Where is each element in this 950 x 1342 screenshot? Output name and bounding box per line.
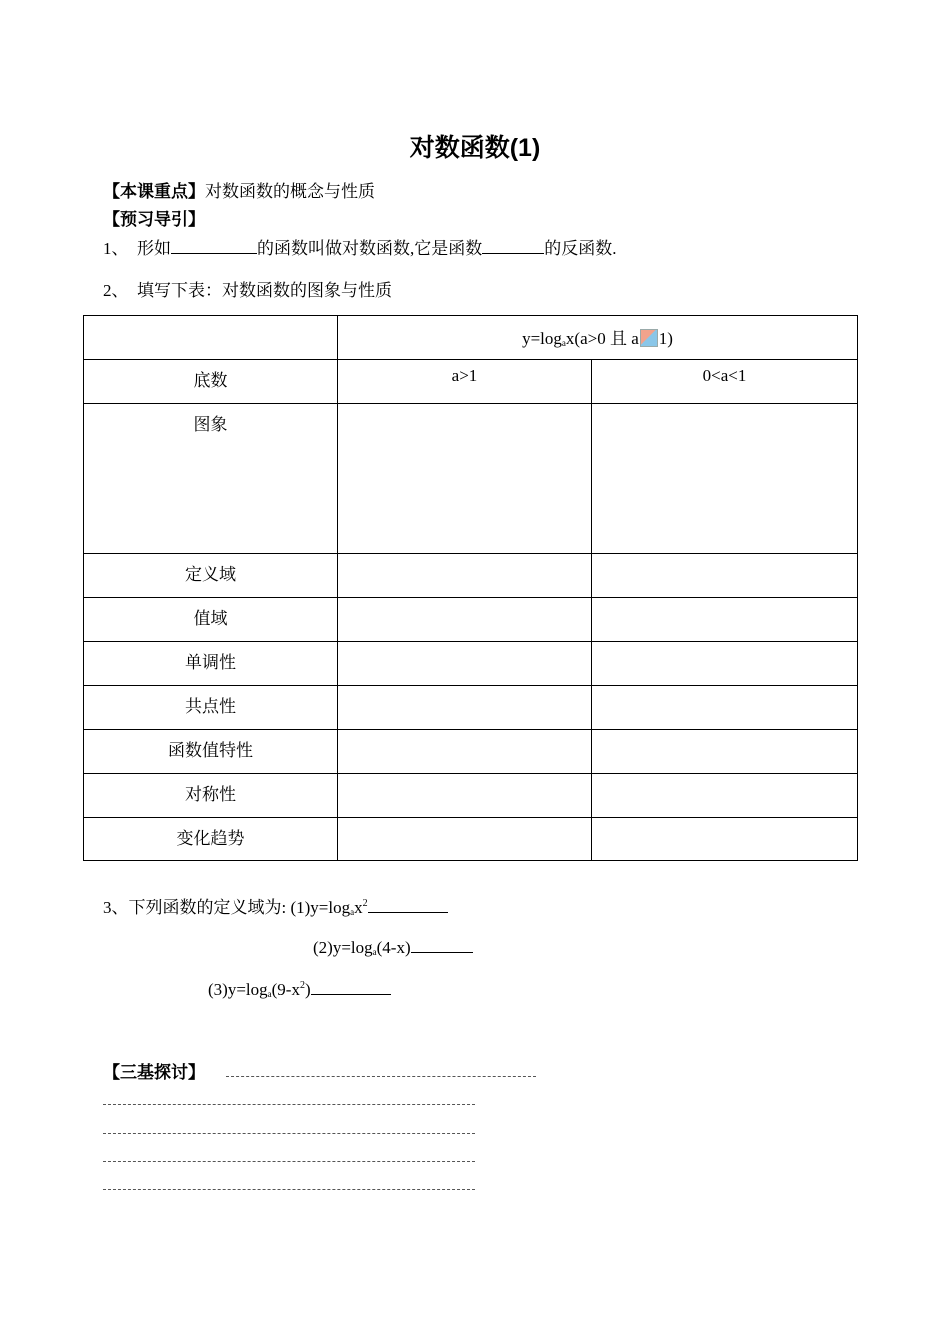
question-3 [103, 893, 448, 918]
answer-cell[interactable] [592, 686, 858, 730]
formula-cell: $y=\log_ax(a>0$ 且 a 1) [338, 316, 858, 360]
q1-text-3: 的反函数. [544, 239, 617, 258]
table-row [84, 360, 858, 404]
table-row [84, 598, 858, 642]
row-label: 对称性 [84, 774, 338, 818]
q3-item-1: $(1)y=\log_ax^2$ [290, 898, 368, 917]
q1-blank-2[interactable] [482, 237, 544, 254]
discuss-label: 【三基探讨】 [103, 1063, 205, 1082]
answer-cell[interactable] [592, 404, 858, 554]
answer-cell[interactable] [338, 774, 592, 818]
header-empty-cell [84, 316, 338, 360]
table-header-row [84, 316, 858, 360]
discuss-line[interactable] [103, 1189, 475, 1190]
table-row [84, 818, 858, 861]
q3-blank-3[interactable] [311, 978, 391, 995]
q1-text-2: 的函数叫做对数函数,它是函数 [257, 239, 483, 258]
answer-cell[interactable] [338, 642, 592, 686]
table-row [84, 686, 858, 730]
row-label: 变化趋势 [84, 818, 338, 861]
preview-label: 【预习导引】 [103, 210, 205, 229]
answer-cell[interactable] [592, 642, 858, 686]
focus-label: 【本课重点】 [103, 182, 205, 201]
answer-cell[interactable] [338, 404, 592, 554]
question-2 [103, 276, 392, 301]
table-row [84, 774, 858, 818]
q3-item-3: $(3)y=\log_a(9-x^2)$ [208, 978, 391, 1000]
q3-lead: 3、下列函数的定义域为: [103, 898, 287, 917]
base-gt1-cell: a>1 [338, 360, 592, 404]
q1-number: 1、 [103, 239, 129, 258]
row-label: 共点性 [84, 686, 338, 730]
table-row [84, 404, 858, 554]
table-row [84, 642, 858, 686]
discuss-line[interactable] [103, 1133, 475, 1134]
row-label: 单调性 [84, 642, 338, 686]
table-row [84, 554, 858, 598]
row-label: 值域 [84, 598, 338, 642]
q1-text-1: 形如 [137, 239, 171, 258]
q1-blank-1[interactable] [171, 237, 257, 254]
discuss-line[interactable] [103, 1104, 475, 1105]
page-title: 对数函数(1) [409, 134, 541, 162]
base-label-cell: 底数 [84, 360, 338, 404]
answer-cell[interactable] [592, 554, 858, 598]
question-1 [103, 234, 617, 259]
focus-text: 对数函数的概念与性质 [205, 182, 375, 201]
properties-table [83, 315, 858, 861]
q3-item-2: $(2)y=\log_a(4-x)$ [313, 936, 473, 958]
row-label: 定义域 [84, 554, 338, 598]
focus-line [103, 177, 375, 202]
q3-blank-1[interactable] [368, 896, 448, 913]
q3-blank-2[interactable] [411, 936, 473, 953]
answer-cell[interactable] [338, 818, 592, 861]
answer-cell[interactable] [592, 818, 858, 861]
discuss-line[interactable] [103, 1161, 475, 1162]
answer-cell[interactable] [338, 554, 592, 598]
q2-text: 填写下表：对数函数的图象与性质 [137, 281, 392, 300]
base-lt1-cell: 0<a<1 [592, 360, 858, 404]
answer-cell[interactable] [338, 730, 592, 774]
table-row [84, 730, 858, 774]
row-label: 函数值特性 [84, 730, 338, 774]
row-label: 图象 [84, 404, 338, 554]
answer-cell[interactable] [338, 598, 592, 642]
answer-cell[interactable] [592, 774, 858, 818]
q2-number: 2、 [103, 281, 129, 300]
answer-cell[interactable] [592, 730, 858, 774]
broken-image-icon [640, 329, 658, 347]
discuss-line[interactable] [226, 1076, 536, 1077]
answer-cell[interactable] [592, 598, 858, 642]
answer-cell[interactable] [338, 686, 592, 730]
